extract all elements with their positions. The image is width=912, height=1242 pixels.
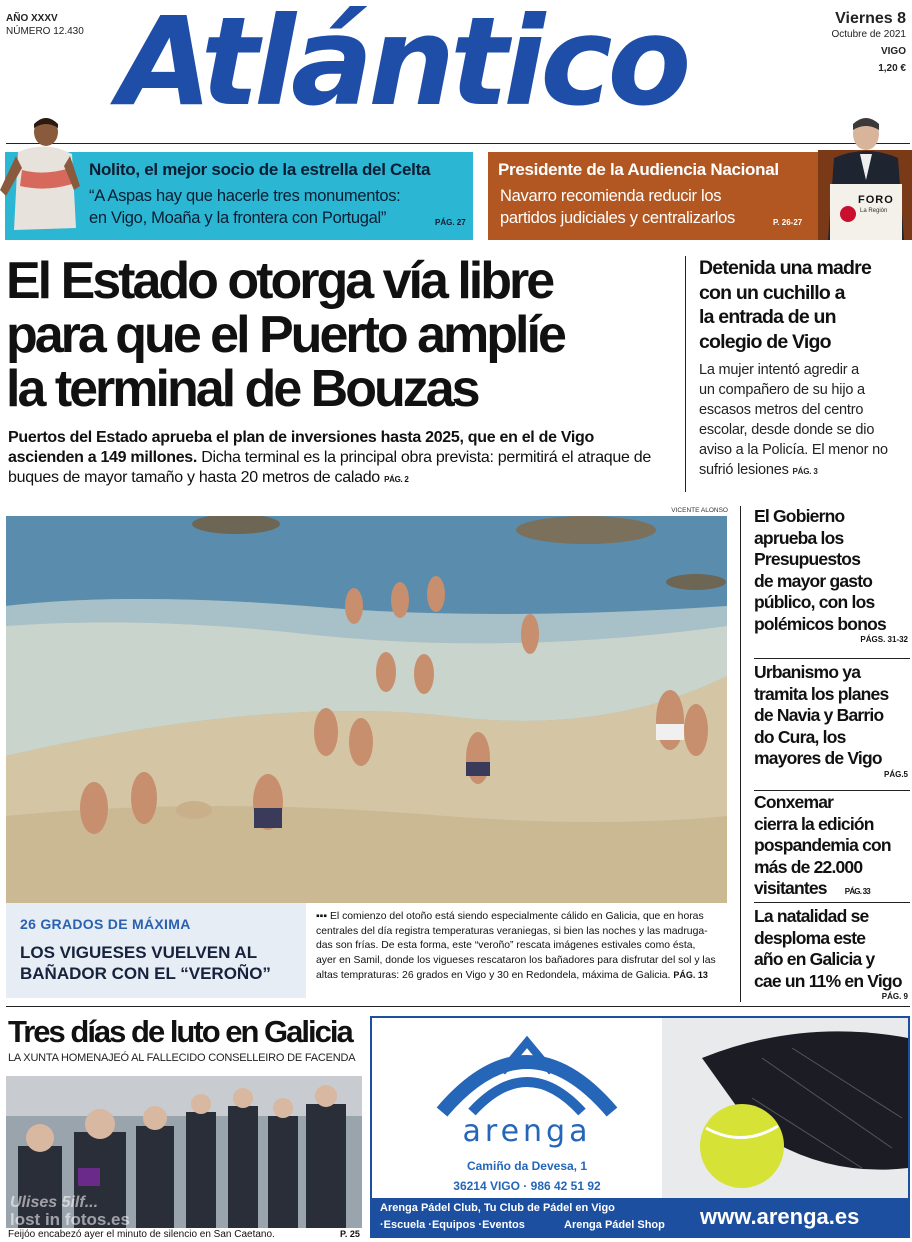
right-divider-3 <box>754 902 910 903</box>
right-story-budget-page: PÁGS. 31-32 <box>860 635 908 644</box>
padel-ball-icon <box>662 1018 908 1198</box>
side-story-head-3: la entrada de un <box>699 306 836 328</box>
right-story-budget-3: Presupuestos <box>754 549 861 569</box>
photo-credit: VICENTE ALONSO <box>671 507 728 514</box>
masthead-date <box>832 10 907 75</box>
side-story-head-1: Detenida una madre <box>699 257 871 279</box>
lower-page: P. 25 <box>340 1229 360 1239</box>
side-story-body-5: aviso a la Policía. El menor no <box>699 442 888 458</box>
right-story-urbanism-4: do Cura, los <box>754 726 846 747</box>
photo-headline-2: BAÑADOR CON EL “VEROÑO” <box>20 964 271 983</box>
arenga-strip-services: ·Escuela ·Equipos ·Eventos <box>380 1219 525 1231</box>
teaser-justice-page: P. 26-27 <box>773 218 803 227</box>
side-story-body-1: La mujer intentó agredir a <box>699 362 860 378</box>
main-deck <box>8 428 670 490</box>
masthead-rule <box>6 143 910 144</box>
arenga-strip-club: Arenga Pádel Club, Tu Club de Pádel en Vigo <box>380 1202 615 1214</box>
issue-price: 1,20 € <box>878 63 906 74</box>
side-story-head-4: colegio de Vigo <box>699 330 831 353</box>
teaser-justice-body-1: Navarro recomienda reducir los <box>500 187 722 205</box>
right-story-birthrate-4: cae un 11% en Vigo <box>754 970 902 991</box>
photo-headline[interactable] <box>20 942 300 984</box>
photo-caption-5: altas tempraturas: 26 grados en Vigo y 30 en Redondela, máxima de Galicia. PÁG. 13 <box>316 970 708 981</box>
main-deck-bold: Puertos del Estado aprueba el plan de inversiones hasta 2025, que en el de Vigo ascienden a 149 millones. <box>8 429 594 466</box>
arenga-address-1: Camiño da Devesa, 1 <box>466 1159 588 1173</box>
right-divider-2 <box>754 790 910 791</box>
arenga-strip <box>372 1198 908 1236</box>
photo-kicker: 26 GRADOS DE MÁXIMA <box>20 916 191 932</box>
side-story-body-4: escolar, desde donde se dio <box>699 422 875 438</box>
right-story-budget-6: polémicos bonos <box>754 613 886 634</box>
right-story-birthrate-1: La natalidad se <box>754 906 869 926</box>
foro-sign-subtitle: La Región <box>860 208 888 214</box>
teaser-justice-kicker: Presidente de la Audiencia Nacional <box>498 160 779 179</box>
side-story[interactable] <box>699 256 909 482</box>
right-story-conxemar-3: pospandemia con <box>754 835 891 855</box>
teaser-justice-body-2: partidos judiciales y centralizarlos <box>500 209 735 227</box>
right-story-urbanism-3: de Navia y Barrio <box>754 705 884 725</box>
right-story-urbanism-1: Urbanismo ya <box>754 662 861 682</box>
masthead-logo: Atlántico <box>118 0 687 133</box>
issue-day: Viernes 8 <box>835 10 906 27</box>
masthead-edition <box>6 12 84 38</box>
right-story-budget[interactable] <box>754 506 910 644</box>
foro-sign-title: FORO <box>858 194 894 206</box>
arenga-strip-shop: Arenga Pádel Shop <box>564 1219 665 1231</box>
edition-year: AÑO XXXV <box>6 13 58 24</box>
right-story-urbanism-5: mayores de Vigo <box>754 748 882 768</box>
photo-caption-2: centrales del día registra temperaturas veraniegas, si bien las noches y las madruga- <box>316 925 708 937</box>
right-story-birthrate-3: año en Galicia y <box>754 949 875 969</box>
photo-caption-1: ▪▪▪ El comienzo del otoño está siendo especialmente cálido en Galicia, que en horas <box>316 911 704 922</box>
right-story-urbanism-page: PÁG.5 <box>883 769 908 779</box>
right-story-conxemar-4: más de 22.000 <box>754 856 863 877</box>
lower-subhead: LA XUNTA HOMENAJEÓ AL FALLECIDO CONSELLEIRO DE FACENDA <box>8 1052 356 1064</box>
main-headline-line-3: la terminal de Bouzas <box>6 360 478 418</box>
arenga-logo-icon <box>432 1032 622 1118</box>
right-divider-1 <box>754 658 910 659</box>
side-story-body-3: escasos metros del centro <box>699 402 864 418</box>
beach-photo <box>6 516 727 903</box>
right-story-budget-2: aprueba los <box>754 527 844 548</box>
main-headline-line-2: para que el Puerto amplíe <box>6 306 564 364</box>
right-story-conxemar-2: cierra la edición <box>754 813 874 834</box>
side-story-body-6: sufrió lesiones PÁG. 3 <box>699 462 818 478</box>
right-story-budget-1: El Gobierno <box>754 506 845 526</box>
right-story-conxemar[interactable] <box>754 792 910 903</box>
teaser-sports-page: PÁG. 27 <box>435 218 466 227</box>
main-headline-line-1: El Estado otorga vía libre <box>6 252 553 310</box>
right-story-conxemar-page: PÁG. 33 <box>844 887 870 896</box>
right-story-birthrate[interactable] <box>754 906 910 1001</box>
footballer-photo <box>0 110 80 240</box>
main-deck-text: Dicha terminal es la principal obra prevista: permitirá el atraque de buques de mayor tamaño y hasta 20 metros de calado <box>8 449 651 486</box>
column-divider <box>685 256 686 492</box>
issue-city: VIGO <box>880 46 906 57</box>
photo-caption-3: das son frías. De esta forma, este “veroño” rescata imágenes estivales como ésta, <box>316 940 696 951</box>
teaser-sports-body-1: “A Aspas hay que hacerle tres monumentos: <box>89 187 401 205</box>
mourning-photo <box>6 1076 362 1228</box>
right-story-budget-5: público, con los <box>754 592 875 612</box>
main-story-page: PÁG. 2 <box>384 475 409 484</box>
watermark-line-2: lost in fotos.es <box>10 1210 130 1228</box>
photo-headline-1: LOS VIGUESES VUELVEN AL <box>20 943 258 962</box>
issue-date: Octubre de 2021 <box>831 29 906 40</box>
right-story-conxemar-1: Conxemar <box>754 792 834 812</box>
edition-number: NÚMERO 12.430 <box>6 26 84 37</box>
lower-headline[interactable]: Tres días de luto en Galicia <box>8 1014 352 1049</box>
photo-caption-page: PÁG. 13 <box>673 970 708 980</box>
side-story-head-2: con un cuchillo a <box>699 281 845 304</box>
side-story-body-2: un compañero de su hijo a <box>699 382 865 398</box>
lower-rule <box>6 1006 910 1007</box>
arenga-url[interactable]: www.arenga.es <box>700 1204 860 1229</box>
teaser-sports-kicker: Nolito, el mejor socio de la estrella del Celta <box>89 160 431 179</box>
right-story-conxemar-5: visitantes PÁG. 33 <box>754 878 870 898</box>
lower-caption: Feijóo encabezó ayer el minuto de silencio en San Caetano. <box>8 1229 275 1240</box>
teaser-sports-body-2: en Vigo, Moaña y la frontera con Portugal” <box>89 209 387 227</box>
right-story-urbanism[interactable] <box>754 662 910 779</box>
arenga-address-2: 36214 VIGO · 986 42 51 92 <box>453 1179 601 1193</box>
right-story-birthrate-2: desploma este <box>754 927 866 948</box>
right-story-budget-4: de mayor gasto <box>754 570 873 591</box>
arenga-brand: arenga <box>462 1114 592 1149</box>
right-story-urbanism-2: tramita los planes <box>754 683 889 704</box>
side-story-page: PÁG. 3 <box>792 467 818 476</box>
photo-caption-4: ayer en Samil, donde los vigueses rescataron los bañadores para disfrutar del sol y las <box>316 954 716 966</box>
photo-caption <box>316 910 720 984</box>
judge-photo <box>818 110 912 240</box>
main-headline[interactable] <box>6 254 676 416</box>
arenga-address <box>422 1156 632 1196</box>
right-story-birthrate-page: PÁG. 9 <box>881 992 908 1001</box>
arenga-ad[interactable] <box>370 1016 910 1238</box>
right-column-divider <box>740 506 741 1002</box>
watermark-line-1: Ulises 5ilf... <box>10 1194 99 1211</box>
